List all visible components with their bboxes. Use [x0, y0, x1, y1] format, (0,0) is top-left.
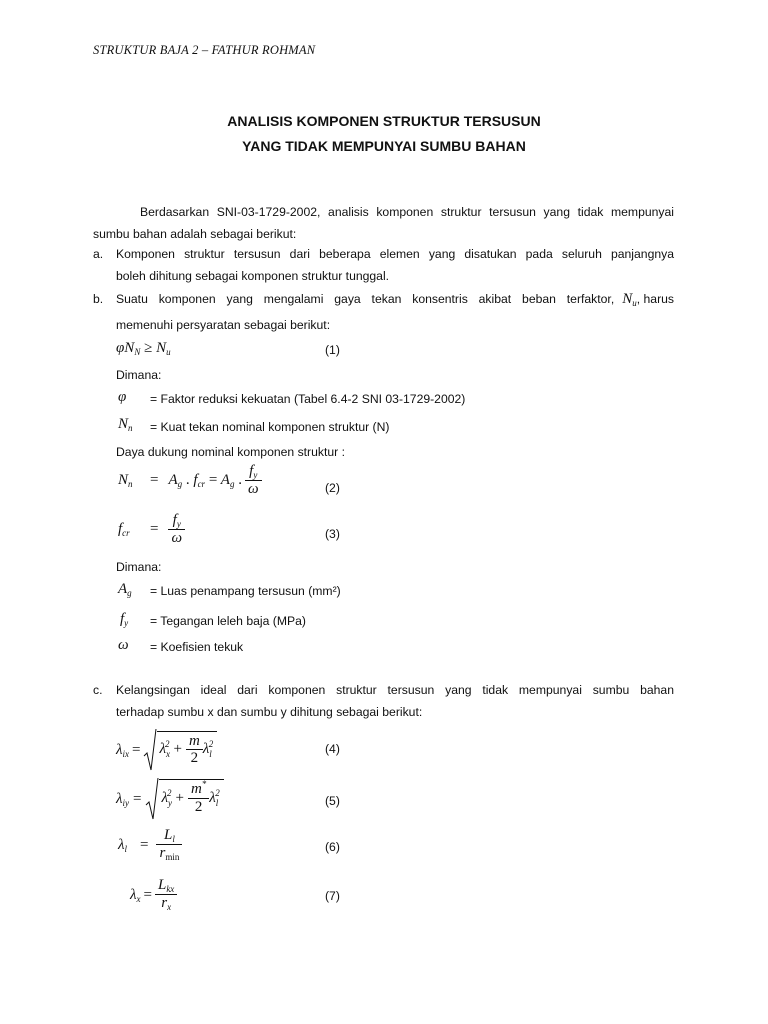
item-b-line-1-post: , harus	[636, 292, 674, 306]
def-omega: = Koefisien tekuk	[150, 640, 244, 654]
equation-1: $\varphi N_N \ge N_u$	[116, 340, 171, 357]
dimana-label-2: Dimana:	[116, 560, 162, 574]
equation-7: $\lambda_x$ = $\frac{L_{kx}}{r_x}$	[130, 878, 177, 912]
item-b-marker: b.	[93, 292, 104, 306]
equation-2-number: (2)	[325, 481, 340, 495]
symbol-nu: $N_u$	[622, 291, 637, 308]
symbol-ag: $A_g$	[118, 581, 132, 598]
def-phi: = Faktor reduksi kekuatan (Tabel 6.4-2 SNI 03-1729-2002)	[150, 392, 466, 406]
intro-line-2: sumbu bahan adalah sebagai berikut:	[93, 227, 297, 241]
item-c-line-1: Kelangsingan ideal dari komponen struktur tersusun yang tidak mempunyai sumbu bahan	[116, 683, 674, 697]
equation-4-number: (4)	[325, 742, 340, 756]
item-b-line-1	[116, 288, 674, 311]
item-a-marker: a.	[93, 247, 104, 261]
equation-5-number: (5)	[325, 794, 340, 808]
symbol-fy: $f_y$	[120, 611, 129, 628]
radical-sign-icon	[143, 728, 157, 772]
equation-3: $f_{cr}$ = $\frac{f_y}{\omega}$	[118, 513, 185, 546]
item-a-line-2: boleh dihitung sebagai komponen struktur tunggal.	[116, 269, 390, 283]
def-ag: = Luas penampang tersusun (mm²)	[150, 584, 341, 598]
dimana-label-1: Dimana:	[116, 368, 162, 382]
equation-6-number: (6)	[325, 840, 340, 854]
item-b-line-2: memenuhi persyaratan sebagai berikut:	[116, 318, 331, 332]
radical-sign-icon	[145, 777, 159, 821]
equation-4: $\lambda_{ix}$ = λ x 2 + $\frac{m}{2}$ λ l 2	[116, 728, 217, 772]
equation-6: $\lambda_l$ = $\frac{L_l}{r_{min}}$	[118, 828, 182, 862]
item-c-marker: c.	[93, 683, 103, 697]
title-line-1: ANALISIS KOMPONEN STRUKTUR TERSUSUN	[227, 113, 541, 129]
title-line-2: YANG TIDAK MEMPUNYAI SUMBU BAHAN	[242, 138, 526, 154]
def-fy: = Tegangan leleh baja (MPa)	[150, 614, 306, 628]
symbol-nn: $N_n$	[118, 416, 133, 433]
symbol-phi: φ	[118, 389, 127, 405]
equation-2: $N_n$ = $A_g$ . $f_{cr} = A_g$ . $\frac{f_y}{\omega}$	[118, 464, 262, 497]
item-b-line-1-pre: Suatu komponen yang mengalami gaya tekan konsentris akibat beban terfaktor,	[116, 292, 615, 306]
symbol-omega: ω	[118, 637, 129, 653]
equation-1-number: (1)	[325, 343, 340, 357]
running-header: STRUKTUR BAJA 2 – FATHUR ROHMAN	[93, 43, 316, 57]
equation-7-number: (7)	[325, 889, 340, 903]
equation-3-number: (3)	[325, 527, 340, 541]
item-c-line-2: terhadap sumbu x dan sumbu y dihitung sebagai berikut:	[116, 705, 423, 719]
intro-line-1: Berdasarkan SNI-03-1729-2002, analisis komponen struktur tersusun yang tidak mempunyai	[140, 205, 674, 219]
def-nn: = Kuat tekan nominal komponen struktur (N)	[150, 420, 390, 434]
daya-dukung-text: Daya dukung nominal komponen struktur :	[116, 445, 345, 459]
item-a-line-1: Komponen struktur tersusun dari beberapa elemen yang disatukan pada seluruh panjangnya	[116, 247, 674, 261]
equation-5: $\lambda_{iy}$ = λ y 2 + $\frac{m^*}{2}$ λ l 2	[116, 777, 224, 821]
